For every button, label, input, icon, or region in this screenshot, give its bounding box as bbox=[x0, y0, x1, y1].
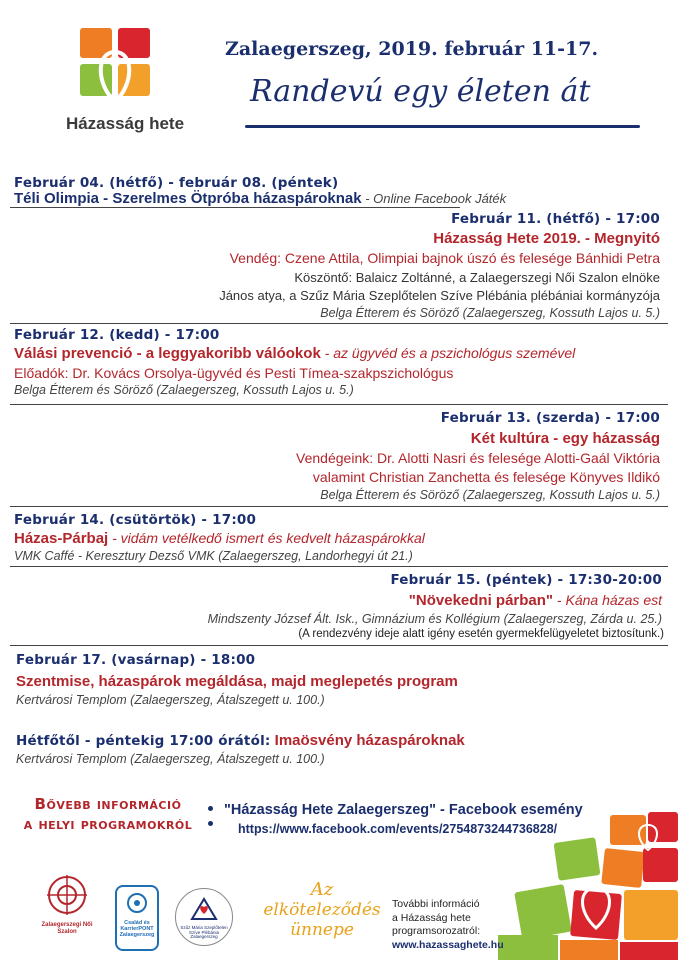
more-info-line1: Bővebb információ bbox=[34, 795, 182, 813]
more-info-line2: a helyi programokról bbox=[23, 815, 193, 833]
event-welcome: Köszöntő: Balaicz Zoltánné, a Zalaegerszegi Női Szalon elnöke bbox=[294, 270, 660, 285]
divider bbox=[10, 645, 668, 646]
event-note: (A rendezvény ideje alatt igény esetén gyermekfelügyeletet biztosítunk.) bbox=[298, 628, 664, 640]
logo-caption: Házasság hete bbox=[65, 114, 185, 133]
church-icon bbox=[189, 895, 219, 921]
divider bbox=[10, 323, 668, 324]
event-address: Belga Étterem és Söröző (Zalaegerszeg, Kossuth Lajos u. 5.) bbox=[14, 383, 354, 397]
event-title: Két kultúra - egy házasság bbox=[470, 430, 660, 447]
event-title: Házasság Hete 2019. - Megnyitó bbox=[433, 230, 660, 247]
event-date: Február 13. (szerda) - 17:00 bbox=[440, 410, 660, 426]
event-title-line bbox=[409, 592, 662, 610]
event-address: Mindszenty József Ált. Isk., Gimnázium és Kollégium (Zalaegerszeg, Zárda u. 25.) bbox=[207, 612, 662, 626]
divider bbox=[10, 404, 668, 405]
website-link[interactable]: www.hazassaghete.hu bbox=[392, 938, 504, 951]
more-info-text1: További információ bbox=[392, 898, 480, 910]
event-title-line bbox=[14, 530, 425, 548]
facebook-event-link[interactable]: https://www.facebook.com/events/2754873244736828/ bbox=[238, 822, 558, 836]
more-info-heading bbox=[8, 795, 208, 833]
subtitle-underline bbox=[245, 125, 640, 128]
event-date: Február 04. (hétfő) - február 08. (péntek) bbox=[14, 175, 339, 191]
event-priest: János atya, a Szűz Mária Szeplőtelen Szíve Plébánia plébániai kormányzója bbox=[219, 288, 660, 303]
event-subtitle: Randevú egy életen át bbox=[250, 74, 591, 109]
noi-szalon-caption: Zalaegerszegi Női Szalon bbox=[41, 922, 93, 935]
event-date: Február 17. (vasárnap) - 18:00 bbox=[16, 652, 256, 668]
event-title: "Növekedni párban" bbox=[408, 592, 554, 609]
plebania-caption: Szűz Mária Szeplőtelen Szíve Plébánia Zalaegerszeg bbox=[180, 925, 228, 940]
event-address: Kertvárosi Templom (Zalaegerszeg, Átalszegett u. 100.) bbox=[16, 752, 325, 766]
more-info-footer bbox=[392, 898, 504, 952]
hazassag-hete-logo bbox=[40, 22, 210, 142]
event-title: Házas-Párbaj bbox=[14, 530, 109, 547]
event-suffix: - az ügyvéd és a pszichológus szemével bbox=[320, 345, 576, 361]
event-address: Belga Étterem és Söröző (Zalaegerszeg, Kossuth Lajos u. 5.) bbox=[320, 306, 660, 320]
event-date: Február 12. (kedd) - 17:00 bbox=[14, 327, 220, 343]
event-date: Hétfőtől - péntekig 17:00 órától: bbox=[16, 733, 271, 749]
divider bbox=[10, 207, 460, 208]
event-guest: Vendég: Czene Attila, Olimpiai bajnok úszó és felesége Bánhidi Petra bbox=[229, 250, 660, 266]
script-line1: Az bbox=[310, 879, 334, 900]
divider bbox=[10, 506, 668, 507]
more-info-text2: a Házasság hete bbox=[392, 911, 471, 924]
event-date-heading: Zalaegerszeg, 2019. február 11-17. bbox=[225, 38, 599, 60]
event-address: Kertvárosi Templom (Zalaegerszeg, Átalszegett u. 100.) bbox=[16, 693, 325, 707]
event-title: Téli Olimpia - Szerelmes Ötpróba házaspároknak bbox=[14, 190, 362, 207]
event-title: Imaösvény házaspároknak bbox=[270, 732, 465, 749]
event-address: VMK Caffé - Keresztury Dezső VMK (Zalaegerszeg, Landorhegyi út 21.) bbox=[14, 549, 413, 563]
decorative-hearts-icon bbox=[498, 810, 678, 960]
event-title-line bbox=[14, 190, 506, 208]
event-suffix: - vidám vetélkedő ismert és kedvelt házaspárokkal bbox=[108, 530, 425, 546]
elkotelezodes-script bbox=[262, 880, 382, 940]
csalad-caption: Család és KarrierPONT Zalaegerszeg bbox=[119, 920, 155, 939]
event-date: Február 11. (hétfő) - 17:00 bbox=[451, 211, 660, 227]
event-title-line bbox=[16, 732, 465, 750]
event-suffix: - Online Facebook Játék bbox=[361, 191, 507, 206]
divider bbox=[10, 566, 668, 567]
csalad-emblem-icon bbox=[126, 891, 148, 915]
csalad-karrierpont-logo bbox=[115, 885, 159, 951]
event-guests-2: valamint Christian Zanchetta és felesége Könyves Ildikó bbox=[312, 469, 660, 485]
more-info-text3: programsorozatról: bbox=[392, 925, 481, 937]
noi-szalon-logo bbox=[38, 873, 96, 949]
event-suffix: - Kána házas est bbox=[553, 592, 662, 608]
event-address: Belga Étterem és Söröző (Zalaegerszeg, Kossuth Lajos u. 5.) bbox=[320, 488, 660, 502]
plebania-logo bbox=[175, 888, 233, 946]
event-date: Február 14. (csütörtök) - 17:00 bbox=[14, 512, 257, 528]
event-title: Válási prevenció - a leggyakoribb válóokok bbox=[14, 345, 321, 362]
event-date: Február 15. (péntek) - 17:30-20:00 bbox=[390, 572, 662, 588]
event-title-line bbox=[14, 345, 575, 363]
script-line3: ünnepe bbox=[290, 920, 354, 940]
event-title: Szentmise, házaspárok megáldása, majd meglepetés program bbox=[16, 673, 458, 690]
heart-logo-icon bbox=[78, 22, 188, 114]
noi-szalon-emblem-icon bbox=[45, 873, 89, 917]
event-guests: Vendégeink: Dr. Alotti Nasri és felesége Alotti-Gaál Viktória bbox=[296, 450, 660, 466]
event-speakers: Előadók: Dr. Kovács Orsolya-ügyvéd és Pesti Tímea-szakpszichológus bbox=[14, 365, 454, 381]
bullet-dots bbox=[208, 806, 214, 826]
facebook-event-title: "Házasság Hete Zalaegerszeg" - Facebook esemény bbox=[224, 802, 583, 818]
script-line2: elköteleződés bbox=[263, 900, 381, 920]
